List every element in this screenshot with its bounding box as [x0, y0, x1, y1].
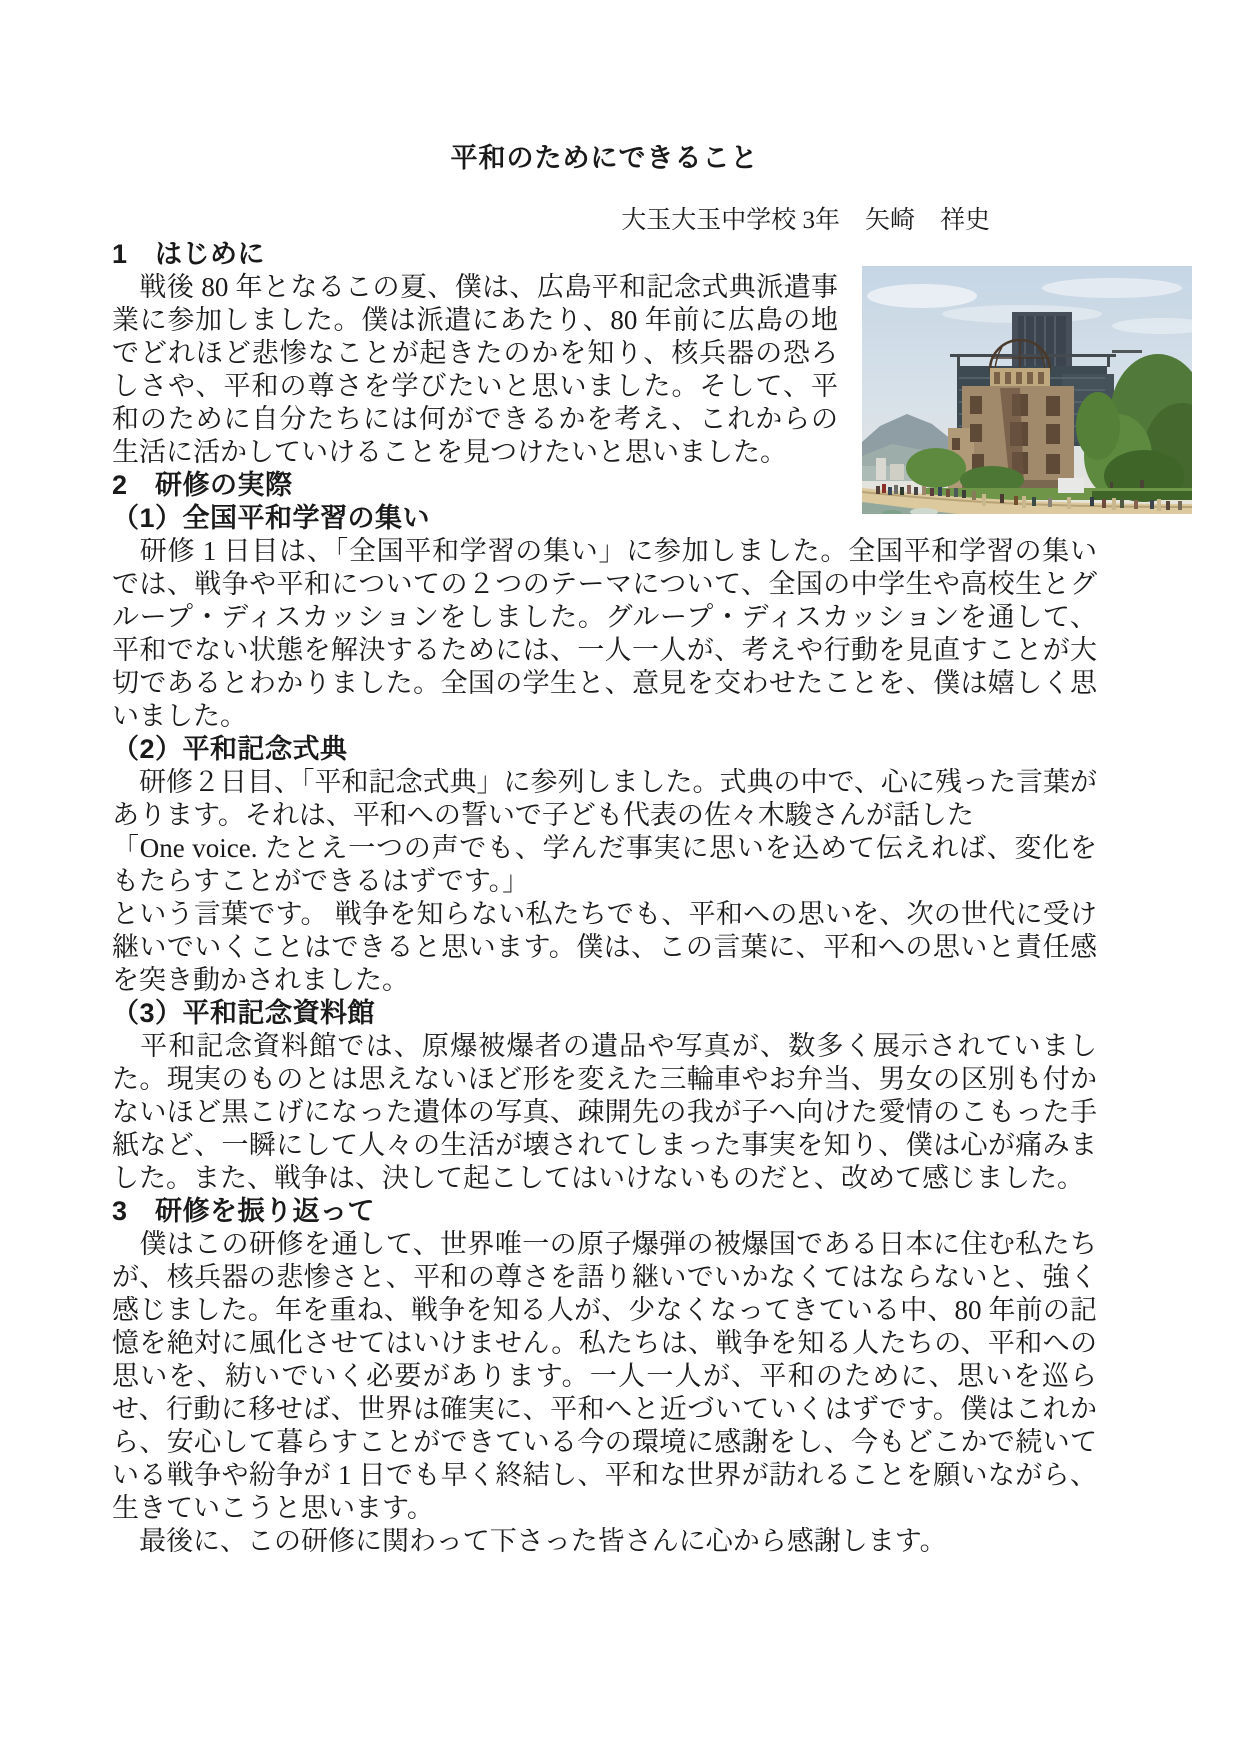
subsection-2-1-paragraph: 研修 1 日目は、「全国平和学習の集い」に参加しました。全国平和学習の集いでは、戦争や平和についての２つのテーマについて、全国の中学生や高校生とグループ・ディスカッションをしました。グループ・ディスカッションを通して、平和でない状態を解決するためには、一人一人が、考えや行動を見直すことが大切であるとわかりました。全国の学生と、意見を交わせたことを、僕は嬉しく思いました。: [112, 536, 1097, 731]
closing-paragraph: 最後に、この研修に関わって下さった皆さんに心から感謝します。: [112, 1526, 947, 1556]
section-3-paragraph: 僕はこの研修を通して、世界唯一の原子爆弾の被爆国である日本に住む私たちが、核兵器の悲惨さと、平和の尊さを語り継いでいかなくてはならないと、強く感じました。年を重ね、戦争を知る人が、少なくなってきている中、80 年前の記憶を絶対に風化させてはいけません。私たちは、戦争を知る人たちの、平和への思いを、紡いでいく必要があります。一人一人が、平和のために、思いを巡らせ、行動に移せば、世界は確実に、平和へと近づいていくはずです。僕はこれから、安心して暮らすことができている今の環境に感謝をし、今もどこかで続いている戦争や紛争が 1 日でも早く終結し、平和な世界が訪れることを願いながら、生きていこうと思います。: [112, 1229, 1097, 1523]
section-3-heading: 3 研修を振り返って: [112, 1196, 376, 1226]
subsection-2-1-heading: （1）全国平和学習の集い: [112, 503, 431, 533]
document-body: [112, 238, 1097, 1558]
subsection-2-2-quote: 「One voice. たとえ一つの声でも、学んだ事実に思いを込めて伝えれば、変化をもたらすことができるはずです。」: [112, 833, 1097, 896]
section-1-paragraph: 戦後 80 年となるこの夏、僕は、広島平和記念式典派遣事業に参加しました。僕は派遣にあたり、80 年前に広島の地でどれほど悲惨なことが起きたのかを知り、核兵器の恐ろしさや、平和の尊さを学びたいと思いました。そして、平和のために自分たちには何ができるかを考え、これからの生活に活かしていけることを見つけたいと思いました。: [112, 272, 838, 467]
subsection-2-2-paragraph: 研修２日目、「平和記念式典」に参列しました。式典の中で、心に残った言葉があります。それは、平和への誓いで子ども代表の佐々木駿さんが話した: [112, 767, 1097, 830]
author-byline: 大玉大玉中学校 3年 矢崎 祥史: [621, 207, 990, 234]
document-title: 平和のためにできること: [450, 143, 759, 173]
subsection-2-2-paragraph-2: という言葉です。 戦争を知らない私たちでも、平和への思いを、次の世代に受け継いでいくことはできると思います。僕は、この言葉に、平和への思いと責任感を突き動かされました。: [112, 899, 1097, 995]
subsection-2-3-heading: （3）平和記念資料館: [112, 998, 376, 1028]
subsection-2-3-paragraph: 平和記念資料館では、原爆被爆者の遺品や写真が、数多く展示されていました。現実のものとは思えないほど形を変えた三輪車やお弁当、男女の区別も付かないほど黒こげになった遺体の写真、疎開先の我が子へ向けた愛情のこもった手紙など、一瞬にして人々の生活が壊されてしまった事実を知り、僕は心が痛みました。また、戦争は、決して起こしてはいけないものだと、改めて感じました。: [112, 1031, 1097, 1193]
section-1-heading: 1 はじめに: [112, 239, 266, 269]
subsection-2-2-heading: （2）平和記念式典: [112, 734, 348, 764]
section-2-heading: 2 研修の実際: [112, 470, 293, 500]
